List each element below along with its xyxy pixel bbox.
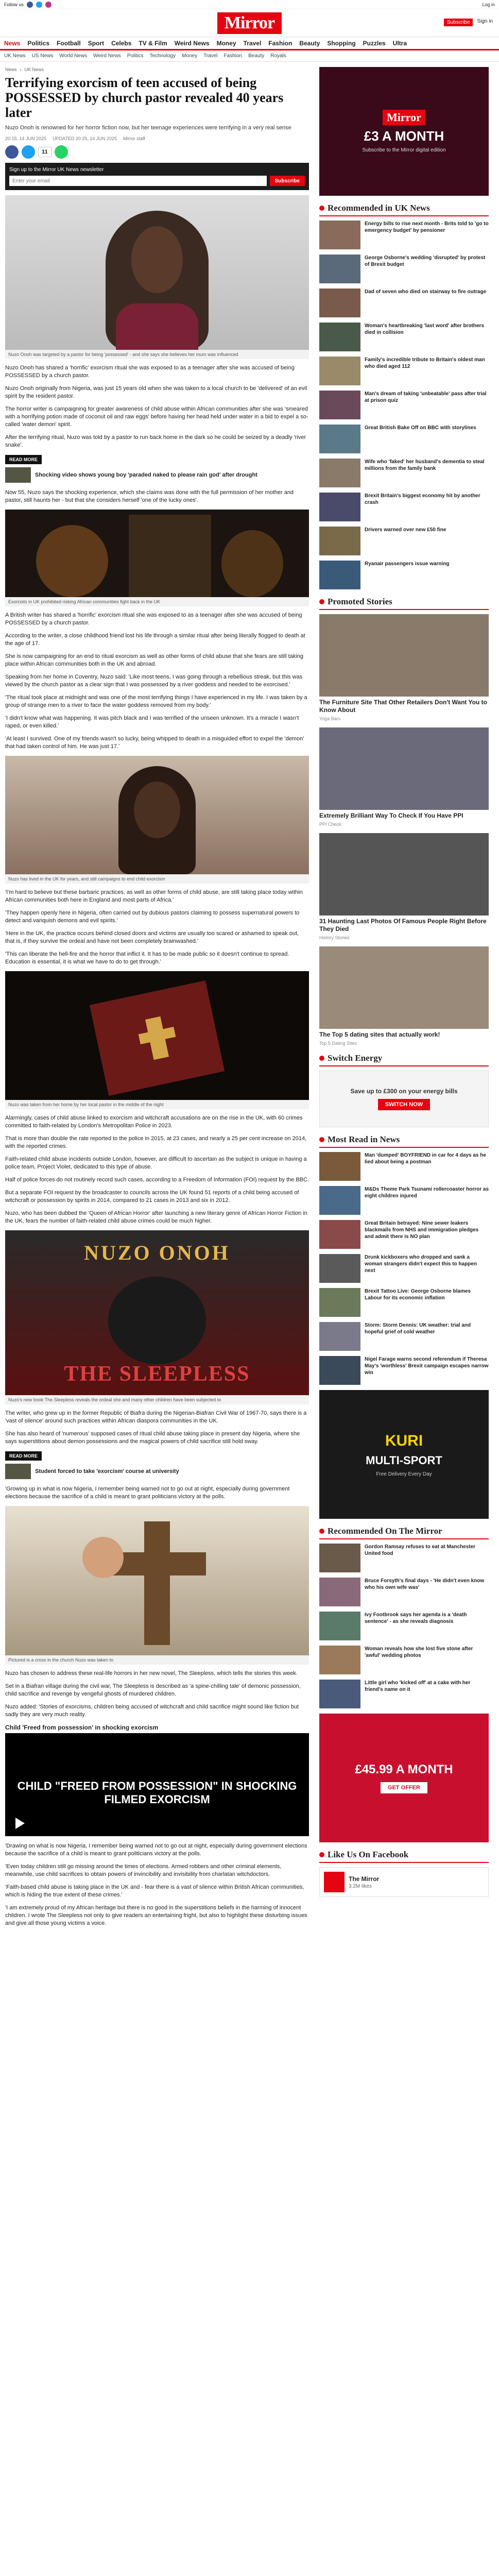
article-paragraph: She has also heard of 'numerous' supposed cases of ritual child abuse taking place in present day Nigeria, where she says superstitions about demon possessions and the magical powers of child sacrifice still hold sway. <box>5 1431 300 1445</box>
article-paragraph: Faith-related child abuse incidents outside London, however, are difficult to ascertain as the subject is unique in having a police team, Project Violet, dedicated to this type of abuse. <box>5 1156 307 1170</box>
list-item-title: Ivy Footbrook says her agenda is a 'death sentence' - as she reveals diagnosis <box>365 1612 467 1624</box>
comment-count-value: 11 <box>42 149 48 155</box>
thumbnail <box>319 221 360 249</box>
thumbnail <box>319 459 360 487</box>
article-paragraph: But a separate FOI request by the broadcaster to councils across the UK found 51 reports of a child being accused of witchcraft or possession by spirits in 2014, compared to 21 cases in 2013 and six in 2012. <box>5 1190 299 1204</box>
facebook-page-name: The Mirror <box>349 1875 380 1883</box>
promoted-title-text: 31 Haunting Last Photos Of Famous People Right Before They Died <box>319 918 487 933</box>
list-item-title: Man 'dumped' BOYFRIEND in car for 4 days as he lied about being a postman <box>365 1153 486 1165</box>
list-item[interactable] <box>319 459 489 487</box>
article-paragraph: Nuzo has chosen to address these real-life horrors in her new novel, The Sleepless, which tells the stories this week. <box>5 1670 298 1676</box>
promoted-heading <box>319 597 489 610</box>
video-heading: Child 'Freed from possession' in shocking exorcism <box>5 1724 159 1731</box>
read-more-link[interactable] <box>5 1464 309 1479</box>
list-item[interactable] <box>319 527 489 555</box>
facebook-widget-heading <box>319 1850 489 1863</box>
article-paragraph: After the terrifying ritual, Nuzo was told by a pastor to run back home in the dark so he could be seized by a deadly 'river snake'. <box>5 434 306 448</box>
list-item-title: Gordon Ramsay refuses to eat at Manchester United food <box>365 1544 476 1556</box>
newsletter-text: Sign up to the Mirror UK News newsletter <box>9 167 104 173</box>
thumbnail <box>319 357 360 385</box>
list-item-title: Bruce Forsyth's final days - 'He didn't even know who his own wife was' <box>365 1578 485 1590</box>
breadcrumb: News › UK News <box>5 67 44 72</box>
nav-item[interactable]: Fashion <box>268 39 292 47</box>
section-dot-icon <box>319 206 324 211</box>
section-dot-icon <box>319 599 324 604</box>
article-meta <box>5 136 309 141</box>
facebook-widget-title: Like Us On Facebook <box>328 1850 409 1859</box>
subnav-item[interactable]: Politics <box>127 53 144 59</box>
nav-item[interactable]: Money <box>216 39 236 47</box>
article-paragraph: Speaking from her home in Coventry, Nuzo said: 'Like most teens, I was going through a rebellious streak, but this was viewed by the church pastor as a clear sign that I was possessed by a river goddess and needed to be exorcised.' <box>5 674 303 688</box>
standfirst: Nuzo Onoh is renowned for her horror fiction now, but her teenage experiences were terrifying in a very real sense <box>5 125 291 131</box>
top-bar <box>0 0 499 9</box>
book-author-text: NUZO ONOH <box>84 1241 230 1264</box>
list-item-title: Dad of seven who died on stairway to fire outrage <box>365 289 487 295</box>
nav-item[interactable]: Ultra <box>392 39 407 47</box>
top-bar-label: Follow us <box>4 2 24 7</box>
switch-now-button[interactable]: SWITCH NOW <box>378 1099 430 1110</box>
list-item-title: Brexit Britain's biggest economy hit by another crash <box>365 493 480 505</box>
promoted-title-text: The Furniture Site That Other Retailers Don't Want You to Know About <box>319 699 487 714</box>
section-dot-icon <box>319 1137 324 1142</box>
promoted-source: History Stories <box>319 935 350 940</box>
promoted-source: Top 5 Dating Sites <box>319 1041 357 1046</box>
email-input[interactable] <box>9 176 267 186</box>
promoted-title-text: Extremely Brilliant Way To Check If You Have PPI <box>319 812 463 819</box>
sub-nav <box>0 50 499 62</box>
article-paragraph: 'Here in the UK, the practice occurs behind closed doors and victims are usually too scared or ashamed to speak out, that is, if they survive the ordeal and have not been completely brainwashed.' <box>5 930 299 944</box>
list-item-title: Storm: Storm Dennis: UK weather: trial and hopeful grief of cold weather <box>365 1323 471 1335</box>
whatsapp-share-icon[interactable] <box>55 145 68 159</box>
kuri-sub: Free Delivery Every Day <box>376 1471 432 1477</box>
kuri-brand: KURI <box>385 1432 423 1449</box>
subnav-item[interactable]: Weird News <box>93 53 121 59</box>
ad-offer: £3 A MONTH <box>364 128 444 144</box>
nav-item[interactable]: Celebs <box>111 39 132 47</box>
list-item-title: Woman reveals how she lost five stone after 'awful' wedding photos <box>365 1646 473 1658</box>
recommended-mirror-title: Recommended On The Mirror <box>328 1526 442 1536</box>
list-item[interactable] <box>319 221 489 249</box>
kuri-title: MULTI-SPORT <box>366 1453 442 1467</box>
nav-item[interactable]: Politics <box>27 39 50 47</box>
book-title-text: THE SLEEPLESS <box>64 1362 250 1386</box>
nav-item[interactable]: Football <box>57 39 81 47</box>
subscribe-link[interactable]: Subscribe <box>444 19 473 26</box>
switch-energy-widget[interactable] <box>319 1071 489 1127</box>
image-caption: Nuzo was taken from her home by her local pastor in the middle of the night <box>5 1100 309 1109</box>
list-item[interactable] <box>319 255 489 283</box>
twitter-share-icon[interactable] <box>22 145 35 159</box>
image-caption: Exorcists in UK prohibited risking African communities fight back in the UK <box>5 597 309 606</box>
thumbnail <box>319 1186 360 1215</box>
promoted-image <box>319 833 489 916</box>
promoted-story[interactable] <box>319 727 489 827</box>
nav-item[interactable]: TV & Film <box>139 39 167 47</box>
article-paragraph: 'The ritual took place at midnight and was one of the most terrifying things I have experienced in my life. I was taken by a group of strange men to a river to face the water goddess removed from my body.' <box>5 694 307 708</box>
subscribe-button[interactable]: Subscribe <box>270 176 305 186</box>
article-paragraph: That is more than double the rate reported to the police in 2015, at 23 cases, and nearly a 25 per cent increase on 2014, with the reported crimes. <box>5 1136 307 1149</box>
list-item[interactable] <box>319 425 489 453</box>
subnav-item[interactable]: Royals <box>270 53 286 59</box>
article-paragraph: 'Growing up in what is now Nigeria, I remember being warned not to go out at night, especially during government elections because the sacrifice of a child is meant to grant politicians victory at the polls. <box>5 1486 290 1500</box>
article-paragraph: 'I am extremely proud of my African heritage but there is no good in the superstitions beliefs in the harming of innocent children. I wrote The Sleepless not only to give readers an entertaining fright, but also to highlight these disturbing issues and give all those young victims a voice. <box>5 1905 307 1926</box>
breadcrumb-item[interactable]: News <box>5 67 17 72</box>
article-paragraph: Set in a Biafran village during the civil war, The Sleepless is described as 'a spine-chilling tale' of demonic possession, child sacrifice and revenge by vengeful ghosts of murdered children. <box>5 1683 301 1697</box>
article-paragraph: 'At least I survived. One of my friends wasn't so lucky, being whipped to death in a misguided effort to expel the 'demon' that had taken control of him. He was just 17.' <box>5 736 304 750</box>
kuri-ad[interactable] <box>319 1390 489 1519</box>
ad-brand: Mirror <box>383 110 425 125</box>
read-more-link[interactable] <box>5 467 309 483</box>
ad-sub: Subscribe to the Mirror digital edition <box>362 147 446 153</box>
breadcrumb-item[interactable]: UK News <box>24 67 44 72</box>
read-more-thumbnail <box>5 467 31 483</box>
thumbnail <box>319 425 360 453</box>
article-paragraph: 'They happen openly here in Nigeria, often carried out by dubious pastors claiming to possess supernatural powers to detect and vanquish demons and evil spirits.' <box>5 910 300 924</box>
promoted-story[interactable] <box>319 614 489 721</box>
section-dot-icon <box>319 1529 324 1534</box>
newsletter-signup <box>5 163 309 190</box>
image-caption: Pictured is a cross in the church Nuzo was taken to <box>5 1655 309 1665</box>
thumbnail <box>319 1322 360 1351</box>
thumbnail <box>319 1612 360 1640</box>
nav-item[interactable]: Travel <box>243 39 262 47</box>
nav-item[interactable]: Beauty <box>299 39 320 47</box>
subnav-item[interactable]: Beauty <box>248 53 265 59</box>
article-paragraph: According to the writer, a close childhood friend lost his life through a similar ritual after being literally flogged to death at the age of 17. <box>5 633 305 647</box>
promoted-image <box>319 946 489 1029</box>
promoted-source: Yoga Bars <box>319 716 341 721</box>
list-item[interactable] <box>319 1254 489 1283</box>
facebook-icon[interactable] <box>27 2 33 8</box>
portrait-image <box>5 756 309 874</box>
thumbnail <box>319 493 360 521</box>
most-read-list <box>319 1152 489 1385</box>
list-item[interactable] <box>319 391 489 419</box>
article-paragraph: Half of police forces do not routinely record such cases, according to a Freedom of Information (FOI) request by the BBC. <box>5 1177 309 1183</box>
subnav-item[interactable]: UK News <box>4 53 26 59</box>
list-item-title: Energy bills to rise next month - Brits told to 'go to emergency budget' by pensioner <box>365 221 489 233</box>
article-paragraph: Nuzo, who has been dubbed the 'Queen of African Horror' after launching a new literary genre of African Horror Fiction in the UK, fears the number of faith-related child abuse crimes could be much higher. <box>5 1210 307 1224</box>
subnav-item[interactable]: Technology <box>149 53 176 59</box>
article-paragraph: Now 55, Nuzo says the shocking experience, which she claims was done with the full permission of her mother and pastor, still haunts her - but that she considers herself 'one of the lucky ones'. <box>5 489 294 503</box>
list-item[interactable] <box>319 1288 489 1317</box>
share-bar <box>5 145 309 159</box>
bible-image <box>5 971 309 1100</box>
switch-energy-heading <box>319 1053 489 1066</box>
promoted-story[interactable] <box>319 833 489 940</box>
subnav-item[interactable]: World News <box>59 53 88 59</box>
list-item-title: Nigel Farage warns second referendum if Theresa May's 'worthless' Brexit campaign escapes narrow win <box>365 1357 489 1376</box>
list-item-title: Brexit Tattoo Live: George Osborne blames Labour for its economic inflation <box>365 1289 471 1301</box>
list-item-title: Woman's heartbreaking 'last word' after brothers died in collision <box>365 323 485 335</box>
read-more-label: READ MORE <box>5 455 42 464</box>
list-item-title: George Osborne's wedding 'disrupted' by protest of Brexit budget <box>365 255 486 267</box>
list-item[interactable] <box>319 1322 489 1351</box>
video-player[interactable] <box>5 1733 309 1836</box>
article <box>5 62 309 1933</box>
section-dot-icon <box>319 1056 324 1061</box>
article-paragraph: Nuzo Onoh originally from Nigeria, was just 15 years old when she was taken to a local church to be 'delivered' of an evil spirit by the resident pastor. <box>5 385 307 399</box>
facebook-share-icon[interactable] <box>5 145 19 159</box>
promoted-title-text: The Top 5 dating sites that actually work! <box>319 1031 440 1038</box>
list-item-title: Great Britain betrayed: Nine sewer leakers blackmails from NHS and immigration pledges and admit there is NO plan <box>365 1221 479 1240</box>
thumbnail <box>319 1356 360 1385</box>
list-item-title: Drivers warned over new £50 fine <box>365 527 446 533</box>
switch-energy-text: Save up to £300 on your energy bills <box>350 1088 458 1095</box>
list-item[interactable] <box>319 357 489 385</box>
facebook-widget[interactable] <box>319 1867 489 1897</box>
recommended-mirror-list <box>319 1544 489 1708</box>
thumbnail <box>319 289 360 317</box>
subnav-item[interactable]: Travel <box>203 53 218 59</box>
list-item-title: Wife who 'faked' her husband's dementia to steal millions from the family bank <box>365 459 485 471</box>
nav-item[interactable]: Weird News <box>174 39 210 47</box>
most-read-title: Most Read in News <box>328 1134 400 1144</box>
list-item[interactable] <box>319 493 489 521</box>
list-item[interactable] <box>319 1186 489 1215</box>
article-paragraph: Nuzo Onoh has shared a 'horrific' exorcism ritual she was exposed to as a teenager after she was accused of being POSSESSED by a church pastor. <box>5 365 295 379</box>
list-item[interactable] <box>319 1544 489 1572</box>
section-dot-icon <box>319 1852 324 1857</box>
list-item[interactable] <box>319 561 489 589</box>
article-paragraph: She is now campaigning for an end to ritual exorcism as well as other forms of child abuse that she fears are still taking place within African communities both in the UK and abroad. <box>5 653 304 667</box>
read-more-title: Shocking video shows young boy 'paraded naked to please rain god' after drought <box>35 472 257 478</box>
article-paragraph: 'This can liberate the hell-fire and the horror that inflict it. It has to be made public so it doesn't continue to spread. Education is essential, it is what we have to do to get through.' <box>5 951 289 965</box>
thumbnail <box>319 527 360 555</box>
article-paragraph: 'Even today children still go missing around the times of elections. Armed robbers and other criminal elements, meanwhile, use child sacrifices to obtain powers of invincibility and invisibility from charlatan witchdoctors. <box>5 1863 282 1877</box>
article-paragraph: 'I'm hard to believe but these barbaric practices, as well as other forms of child abuse, are still taking place today within African communities both here in England and most parts of Africa.' <box>5 889 303 903</box>
promoted-image <box>319 614 489 697</box>
image-caption: Nuzo Onoh was targeted by a pastor for being 'possessed' - and she says she believes her mum was influenced <box>5 350 309 359</box>
thumbnail <box>319 1544 360 1572</box>
list-item-title: M&Ds Theme Park Tsunami rollercoaster horror as eight children injured <box>365 1187 489 1199</box>
cross-image <box>5 1506 309 1655</box>
thumbnail <box>319 1680 360 1708</box>
article-paragraph: 'Faith-based child abuse is taking place in the UK and - fear there is a vast of silence within British African communities, which is hiding the true extent of these crimes.' <box>5 1884 304 1898</box>
thumbnail <box>319 1220 360 1249</box>
thumbnail <box>319 1646 360 1674</box>
instagram-icon[interactable] <box>45 2 51 8</box>
thumbnail <box>319 1288 360 1317</box>
offer-text: £45.99 A MONTH <box>355 1762 453 1776</box>
nav-item[interactable]: Sport <box>88 39 105 47</box>
facebook-likes: 3.2M likes <box>349 1883 372 1889</box>
list-item[interactable] <box>319 1220 489 1249</box>
thumbnail <box>319 391 360 419</box>
list-item-title: Ryanair passengers issue warning <box>365 561 450 567</box>
list-item-title: Great British Bake Off on BBC with storylines <box>365 425 476 431</box>
nav-item[interactable]: Shopping <box>327 39 356 47</box>
recommended-mirror-heading <box>319 1526 489 1539</box>
thumbnail <box>319 255 360 283</box>
thumbnail <box>319 1578 360 1606</box>
subnav-item[interactable]: US News <box>31 53 54 59</box>
sign-in-link[interactable]: Sign in <box>477 19 493 24</box>
comment-count[interactable] <box>38 147 51 157</box>
subscription-ad[interactable] <box>319 67 489 196</box>
book-cover-image <box>5 1230 309 1395</box>
recommended-title: Recommended in UK News <box>328 203 430 213</box>
image-caption: Nuzo's new book The Sleepless reveals the ordeal she and many other children have been subjected to <box>5 1395 309 1404</box>
sidebar <box>319 62 489 1933</box>
list-item[interactable] <box>319 1680 489 1708</box>
get-offer-button[interactable]: GET OFFER <box>381 1782 427 1793</box>
read-more-title: Student forced to take 'exorcism' course at university <box>35 1468 179 1475</box>
recommended-list <box>319 221 489 589</box>
article-paragraph: 'I didn't know what was happening. It was pitch black and I was terrified of the unseen unknown. It's a miracle I wasn't raped, or even killed.' <box>5 715 299 729</box>
promoted-story[interactable] <box>319 946 489 1046</box>
main-nav <box>0 37 499 50</box>
list-item[interactable] <box>319 1356 489 1385</box>
promoted-title: Promoted Stories <box>328 597 392 606</box>
headline: Terrifying exorcism of teen accused of being POSSESSED by church pastor revealed 40 years later <box>5 75 284 120</box>
list-item[interactable] <box>319 1612 489 1640</box>
list-item[interactable] <box>319 1646 489 1674</box>
thumbnail <box>319 1254 360 1283</box>
image-caption: Nuzo has lived in the UK for years, and still campaigns to end child exorcism <box>5 874 309 884</box>
switch-energy-title: Switch Energy <box>328 1053 383 1063</box>
updated-date: UPDATED 20:25, 14 JUN 2025 <box>53 136 117 141</box>
thumbnail <box>319 561 360 589</box>
list-item[interactable] <box>319 323 489 351</box>
church-image <box>5 510 309 597</box>
publish-date: 20:15, 14 JUN 2025 <box>5 136 47 141</box>
list-item[interactable] <box>319 289 489 317</box>
nav-item[interactable]: Puzzles <box>363 39 386 47</box>
article-paragraph: The writer, who grew up in the former Republic of Biafra during the Nigerian-Biafran Civil War of 1967-70, says there is a 'vast of silence' around such practices within African diaspora communities in the UK. <box>5 1410 307 1424</box>
list-item[interactable] <box>319 1578 489 1606</box>
masthead <box>0 9 499 37</box>
promoted-image <box>319 727 489 810</box>
promoted-source: PPI Check <box>319 822 341 827</box>
recommended-heading <box>319 203 489 216</box>
login-link[interactable]: Log in <box>482 2 495 7</box>
list-item-title: Man's dream of taking 'unbeatable' pass after trial at prison quiz <box>365 391 487 403</box>
article-paragraph: 'Drawing on what is now Nigeria, I remember being warned not to go out at night, especially during government elections because the sacrifice of a child is meant to grant politicians victory at the polls. <box>5 1843 307 1857</box>
article-paragraph: Nuzo added: 'Stories of exorcisms, children being accused of witchcraft and child sacrifice might sound like fiction but sadly they are very much reality. <box>5 1704 299 1718</box>
list-item-title: Drunk kickboxers who dropped and sank a woman strangers didn't expect this to happen next <box>365 1255 477 1274</box>
thumbnail <box>319 323 360 351</box>
list-item-title: Little girl who 'kicked off' at a cake with her friend's name on it <box>365 1680 471 1692</box>
list-item-title: Family's incredible tribute to Britain's oldest man who died aged 112 <box>365 357 485 369</box>
hero-image <box>5 195 309 350</box>
video-title-overlay: CHILD "FREED FROM POSSESSION" IN SHOCKING FILMED EXORCISM <box>17 1780 297 1806</box>
offer-ad[interactable] <box>319 1714 489 1842</box>
nav-item[interactable]: News <box>4 39 21 47</box>
author[interactable]: Mirror staff <box>123 136 145 141</box>
thumbnail <box>319 1152 360 1181</box>
article-paragraph: Alarmingly, cases of child abuse linked to exorcism and witchcraft accusations are on the rise in the UK, with 60 crimes committed to faith-related by London's Metropolitan Police in 2023. <box>5 1115 303 1129</box>
subnav-item[interactable]: Money <box>182 53 198 59</box>
mirror-logo[interactable]: Mirror <box>217 12 282 34</box>
most-read-heading <box>319 1134 489 1148</box>
read-more-thumbnail <box>5 1464 31 1479</box>
article-paragraph: The horror writer is campaigning for greater awareness of child abuse within African communities after she was 'smeared with a horrifying potion made of coconut oil and raw eggs' before having her head held under water in a bid to expel a so-called 'water demon' spirit. <box>5 406 308 428</box>
subnav-item[interactable]: Fashion <box>223 53 243 59</box>
article-paragraph: A British writer has shared a 'horrific' exorcism ritual she was exposed to as a teenager after she was accused of being POSSESSED by a church pastor. <box>5 612 302 626</box>
mirror-avatar <box>324 1872 345 1892</box>
play-icon[interactable] <box>15 1818 25 1829</box>
twitter-icon[interactable] <box>36 2 42 8</box>
read-more-label: READ MORE <box>5 1451 42 1461</box>
list-item[interactable] <box>319 1152 489 1181</box>
